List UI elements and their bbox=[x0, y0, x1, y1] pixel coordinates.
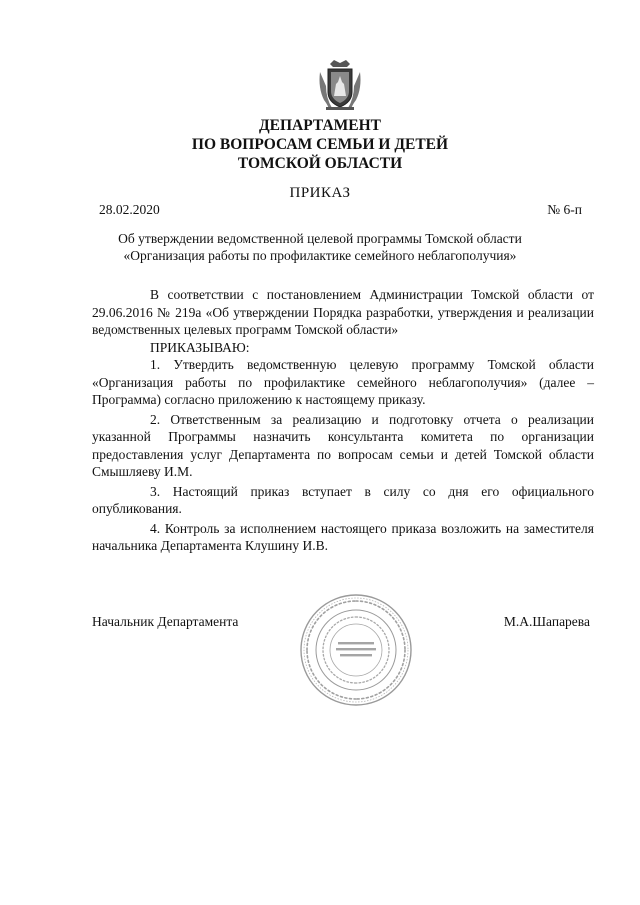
official-seal-icon bbox=[298, 592, 414, 708]
signatory-name: М.А.Шапарева bbox=[503, 614, 590, 629]
order-number: № 6-п bbox=[547, 202, 582, 217]
order-item-1: 1. Утвердить ведомственную целевую программу Томской области «Организация работы по профилактике семейного неблагополучия» (далее – Программа) согласно приложению к настоящему приказу. bbox=[92, 357, 594, 407]
order-item-4: 4. Контроль за исполнением настоящего приказа возложить на заместителя начальника Департамента Клушину И.В. bbox=[92, 520, 594, 553]
department-title-line2: ПО ВОПРОСАМ СЕМЬИ И ДЕТЕЙ bbox=[191, 136, 449, 153]
order-subject-line1: Об утверждении ведомственной целевой программы Томской области bbox=[118, 231, 522, 246]
order-item-3: 3. Настоящий приказ вступает в силу со дня его официального опубликования. bbox=[92, 483, 594, 516]
order-date: 28.02.2020 bbox=[99, 202, 160, 217]
order-title: ПРИКАЗ bbox=[289, 185, 351, 201]
order-body bbox=[92, 286, 594, 555]
order-subject bbox=[0, 230, 640, 264]
department-title-line3: ТОМСКОЙ ОБЛАСТИ bbox=[237, 155, 403, 172]
order-subject-line2: «Организация работы по профилактике семейного неблагополучия» bbox=[123, 248, 517, 263]
order-item-2: 2. Ответственным за реализацию и подготовку отчета о реализации указанной Программы назначить консультанта комитета по организации предоставления услуг Департамента по вопросам семьи и детей Томской области Смышляеву И.М. bbox=[92, 411, 594, 479]
department-title-line1: ДЕПАРТАМЕНТ bbox=[258, 117, 382, 134]
signatory-position: Начальник Департамента bbox=[92, 614, 239, 629]
command-word: ПРИКАЗЫВАЮ: bbox=[150, 339, 250, 355]
preamble-paragraph: В соответствии с постановлением Администрации Томской области от 29.06.2016 № 219а «Об утверждении Порядка разработки, утверждения и реализации ведомственных целевых программ Томской области» bbox=[92, 287, 594, 337]
coat-of-arms-icon bbox=[316, 58, 364, 112]
